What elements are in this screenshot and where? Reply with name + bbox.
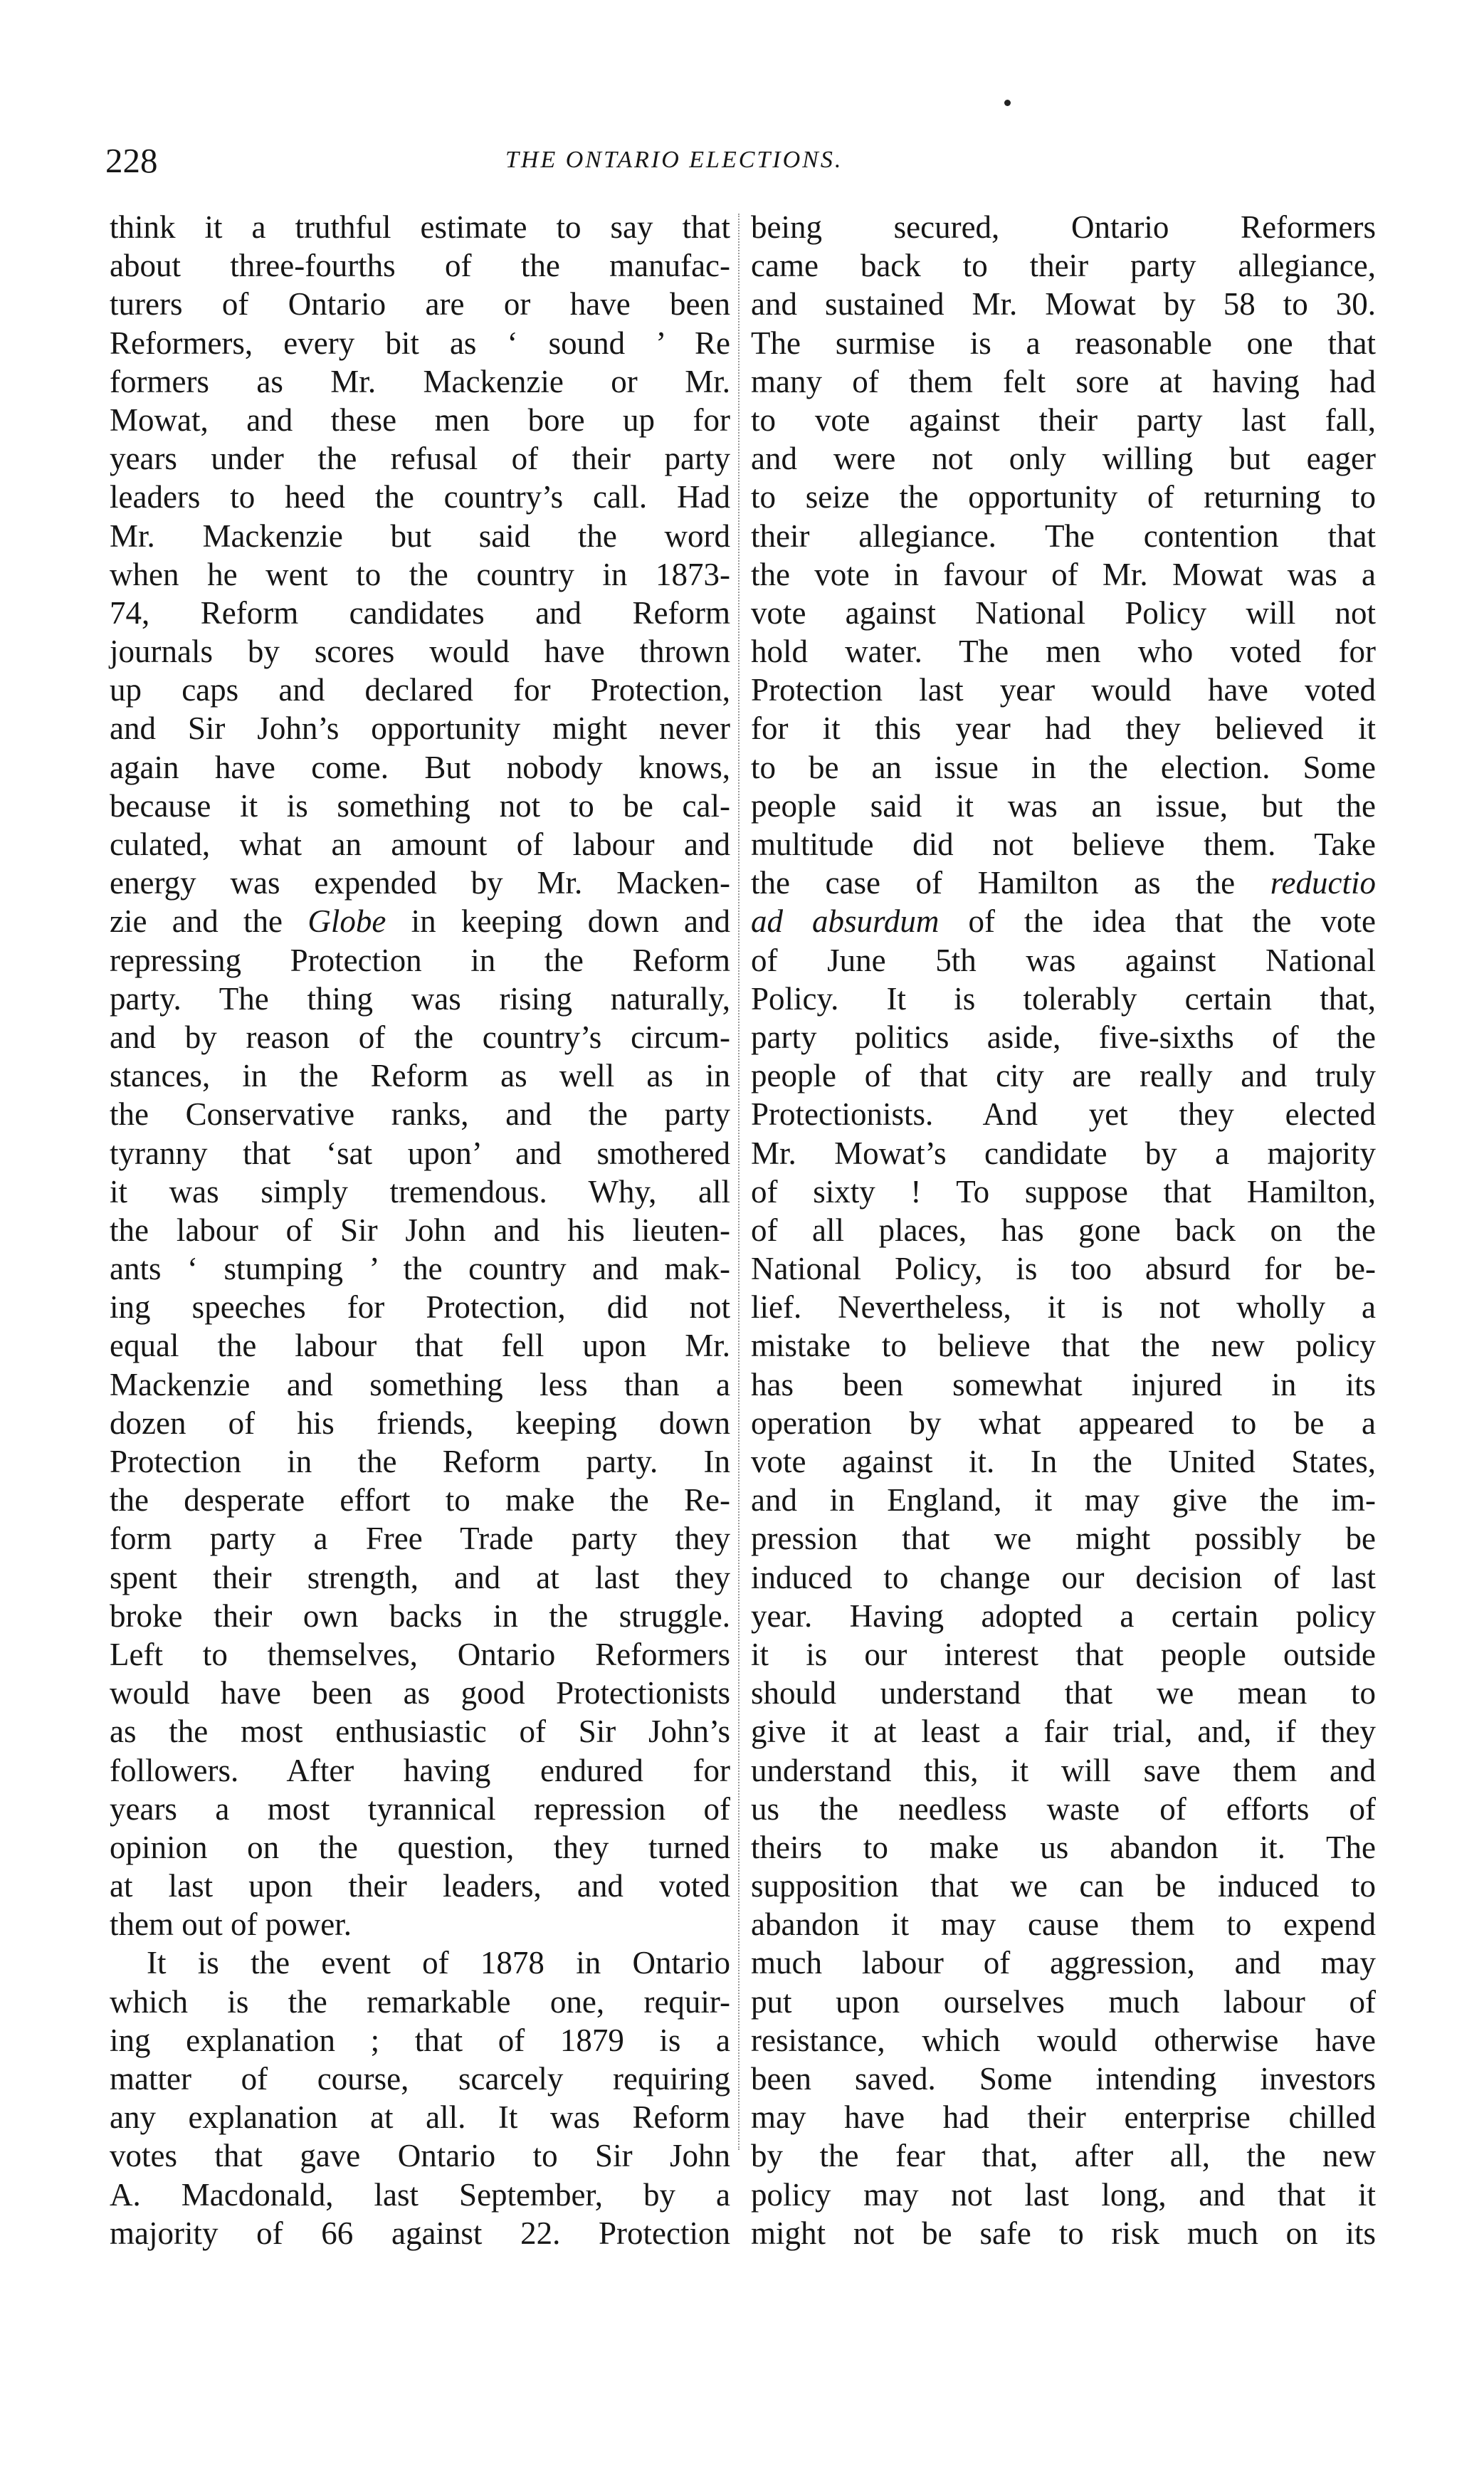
- text-line: vote against it. In the United States,: [751, 1444, 1376, 1479]
- text-line: it is our interest that people outside: [751, 1636, 1376, 1672]
- text-line: 74, Reform candidates and Reform: [110, 594, 730, 631]
- text-line: opinion on the question, they turned: [110, 1829, 730, 1865]
- text-line: when he went to the country in 1873-: [110, 556, 730, 592]
- text-line: induced to change our decision of last: [751, 1559, 1376, 1595]
- text-line: as the most enthusiastic of Sir John’s: [110, 1714, 730, 1750]
- text-line: Protectionists. And yet they elected: [751, 1096, 1376, 1133]
- text-line: for it this year had they believed it: [751, 710, 1376, 747]
- text-line: to be an issue in the election. Some: [751, 749, 1376, 785]
- text-line: been saved. Some intending investors: [751, 2061, 1376, 2097]
- text-line: to seize the opportunity of returning to: [751, 479, 1376, 515]
- text-line: matter of course, scarcely requiring: [110, 2061, 730, 2097]
- text-line: journals by scores would have thrown: [110, 634, 730, 670]
- text-line: form party a Free Trade party they: [110, 1521, 730, 1557]
- text-line: Reformers, every bit as ‘ sound ’ Re: [110, 325, 730, 361]
- text-line: years a most tyrannical repression of: [110, 1790, 730, 1827]
- text-line: many of them felt sore at having had: [751, 363, 1376, 399]
- text-line: understand this, it will save them and: [751, 1752, 1376, 1788]
- text-line: Mr. Mackenzie but said the word: [110, 518, 730, 554]
- text-line: their allegiance. The contention that: [751, 518, 1376, 554]
- text-line: being secured, Ontario Reformers: [751, 209, 1376, 245]
- text-line: dozen of his friends, keeping down: [110, 1405, 730, 1441]
- page-number: 228: [105, 141, 158, 180]
- running-title: THE ONTARIO ELECTIONS.: [505, 147, 843, 173]
- text-line: up caps and declared for Protection,: [110, 672, 730, 708]
- text-line: party. The thing was rising naturally,: [110, 980, 730, 1017]
- text-line: The surmise is a reasonable one that: [751, 325, 1376, 361]
- text-line: leaders to heed the country’s call. Had: [110, 479, 730, 515]
- text-line: abandon it may cause them to expend: [751, 1906, 1376, 1943]
- text-line: Protection last year would have voted: [751, 672, 1376, 708]
- text-line: followers. After having endured for: [110, 1752, 730, 1788]
- text-line: and Sir John’s opportunity might never: [110, 710, 730, 747]
- text-line: ing speeches for Protection, did not: [110, 1289, 730, 1326]
- text-line: ing explanation ; that of 1879 is a: [110, 2022, 730, 2058]
- text-line: multitude did not believe them. Take: [751, 827, 1376, 862]
- text-line: equal the labour that fell upon Mr.: [110, 1328, 730, 1364]
- text-line: resistance, which would otherwise have: [751, 2022, 1376, 2058]
- text-line: again have come. But nobody knows,: [110, 749, 730, 785]
- text-line: Left to themselves, Ontario Reformers: [110, 1636, 730, 1672]
- text-line: hold water. The men who voted for: [751, 634, 1376, 670]
- text-line: It is the event of 1878 in Ontario: [147, 1945, 730, 1981]
- text-line: votes that gave Ontario to Sir John: [110, 2138, 730, 2174]
- text-line: it was simply tremendous. Why, all: [110, 1173, 730, 1210]
- text-line: came back to their party allegiance,: [751, 248, 1376, 284]
- text-line: ad absurdum of the idea that the vote: [751, 903, 1376, 940]
- text-line: turers of Ontario are or have been: [110, 286, 730, 322]
- text-line: and sustained Mr. Mowat by 58 to 30.: [751, 286, 1376, 322]
- text-line: energy was expended by Mr. Macken-: [110, 865, 730, 901]
- text-line: Mr. Mowat’s candidate by a majority: [751, 1135, 1376, 1171]
- text-line: culated, what an amount of labour and: [110, 827, 730, 862]
- column-divider: [738, 214, 740, 2150]
- text-line: Mowat, and these men bore up for: [110, 402, 730, 438]
- text-line: year. Having adopted a certain policy: [751, 1598, 1376, 1634]
- text-line: broke their own backs in the struggle.: [110, 1598, 730, 1634]
- text-line: and were not only willing but eager: [751, 441, 1376, 477]
- text-line: A. Macdonald, last September, by a: [110, 2176, 730, 2213]
- text-line: spent their strength, and at last they: [110, 1559, 730, 1595]
- text-line: party politics aside, five-sixths of the: [751, 1019, 1376, 1055]
- left-text-column: [110, 208, 730, 2252]
- text-line: operation by what appeared to be a: [751, 1405, 1376, 1441]
- text-line: repressing Protection in the Reform: [110, 942, 730, 978]
- text-line: vote against National Policy will not: [751, 594, 1376, 631]
- text-line: years under the refusal of their party: [110, 441, 730, 477]
- text-line: give it at least a fair trial, and, if they: [751, 1714, 1376, 1750]
- text-line: supposition that we can be induced to: [751, 1868, 1376, 1904]
- text-line: the vote in favour of Mr. Mowat was a: [751, 556, 1376, 592]
- text-line: policy may not last long, and that it: [751, 2176, 1376, 2213]
- right-text-column: [751, 208, 1376, 2252]
- text-line: put upon ourselves much labour of: [751, 1983, 1376, 2020]
- text-line: of all places, has gone back on the: [751, 1212, 1376, 1248]
- text-line: has been somewhat injured in its: [751, 1366, 1376, 1402]
- text-line: formers as Mr. Mackenzie or Mr.: [110, 363, 730, 399]
- text-line: the Conservative ranks, and the party: [110, 1096, 730, 1133]
- text-line: mistake to believe that the new policy: [751, 1328, 1376, 1364]
- text-line: and in England, it may give the im-: [751, 1482, 1376, 1518]
- text-line: stances, in the Reform as well as in: [110, 1058, 730, 1094]
- text-line: any explanation at all. It was Reform: [110, 2099, 730, 2136]
- text-line: the case of Hamilton as the reductio: [751, 865, 1376, 901]
- text-line: think it a truthful estimate to say that: [110, 209, 730, 245]
- text-line: would have been as good Protectionists: [110, 1675, 730, 1711]
- text-line: ants ‘ stumping ’ the country and mak-: [110, 1251, 730, 1287]
- text-line: pression that we might possibly be: [751, 1521, 1376, 1557]
- text-line: Mackenzie and something less than a: [110, 1366, 730, 1402]
- text-line: of June 5th was against National: [751, 942, 1376, 978]
- text-line: to vote against their party last fall,: [751, 402, 1376, 438]
- printed-dot-mark: [1004, 100, 1011, 106]
- text-line: National Policy, is too absurd for be-: [751, 1251, 1376, 1287]
- text-line: by the fear that, after all, the new: [751, 2138, 1376, 2174]
- text-line: tyranny that ‘sat upon’ and smothered: [110, 1135, 730, 1171]
- text-line: about three-fourths of the manufac-: [110, 248, 730, 284]
- text-line: of sixty ! To suppose that Hamilton,: [751, 1173, 1376, 1210]
- text-line: at last upon their leaders, and voted: [110, 1868, 730, 1904]
- text-line: Policy. It is tolerably certain that,: [751, 980, 1376, 1017]
- text-line: them out of power.: [110, 1906, 352, 1943]
- text-line: and by reason of the country’s circum-: [110, 1019, 730, 1055]
- text-line: people said it was an issue, but the: [751, 787, 1376, 824]
- text-line: majority of 66 against 22. Protection: [110, 2215, 730, 2251]
- text-line: theirs to make us abandon it. The: [751, 1829, 1376, 1865]
- text-line: zie and the Globe in keeping down and: [110, 903, 730, 940]
- text-line: lief. Nevertheless, it is not wholly a: [751, 1289, 1376, 1326]
- text-line: the labour of Sir John and his lieuten-: [110, 1212, 730, 1248]
- text-line: because it is something not to be cal-: [110, 787, 730, 824]
- text-line: people of that city are really and truly: [751, 1058, 1376, 1094]
- text-line: might not be safe to risk much on its: [751, 2215, 1376, 2251]
- text-line: Protection in the Reform party. In: [110, 1444, 730, 1479]
- text-line: which is the remarkable one, requir-: [110, 1983, 730, 2020]
- text-line: may have had their enterprise chilled: [751, 2099, 1376, 2136]
- text-line: the desperate effort to make the Re-: [110, 1482, 730, 1518]
- text-line: should understand that we mean to: [751, 1675, 1376, 1711]
- text-line: much labour of aggression, and may: [751, 1945, 1376, 1981]
- text-line: us the needless waste of efforts of: [751, 1790, 1376, 1827]
